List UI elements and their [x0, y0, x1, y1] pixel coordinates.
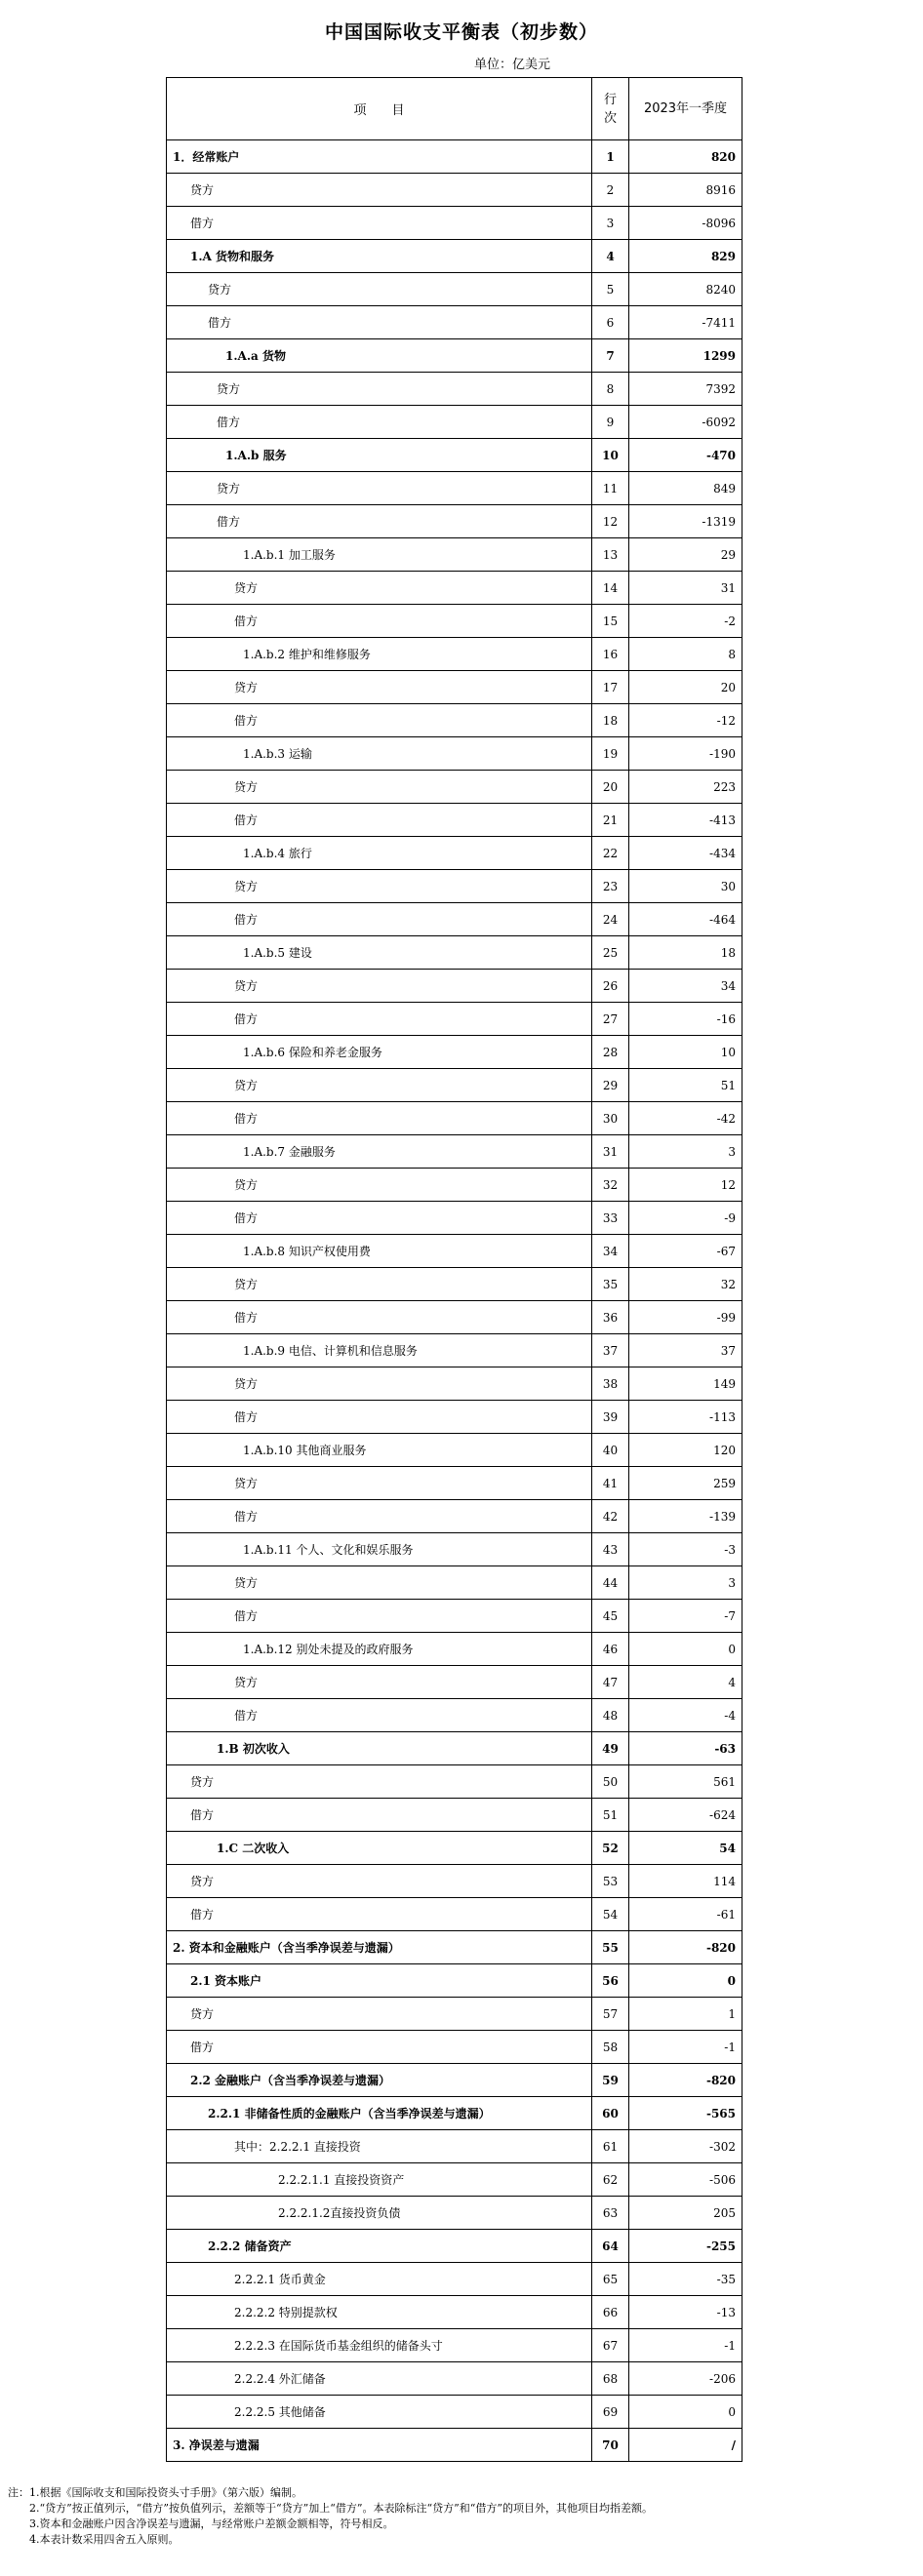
table-row [167, 1202, 742, 1235]
table-row [167, 1898, 742, 1931]
row-label: 贷方 [167, 771, 592, 804]
row-value: 8240 [629, 273, 742, 306]
row-number: 49 [592, 1732, 629, 1765]
row-value: -63 [629, 1732, 742, 1765]
balance-of-payments-table [166, 77, 742, 2462]
row-number: 47 [592, 1666, 629, 1699]
row-value: / [629, 2429, 742, 2462]
table-row [167, 439, 742, 472]
row-label: 借方 [167, 306, 592, 339]
row-value: 37 [629, 1334, 742, 1367]
table-row [167, 970, 742, 1003]
row-number: 7 [592, 339, 629, 373]
row-number: 57 [592, 1998, 629, 2031]
row-value: -1 [629, 2031, 742, 2064]
row-label: 借方 [167, 505, 592, 538]
row-number: 35 [592, 1268, 629, 1301]
row-number: 31 [592, 1135, 629, 1169]
row-label: 贷方 [167, 174, 592, 207]
footnote-line: 4.本表计数采用四舍五入原则。 [8, 2533, 180, 2546]
row-label: 1.A.b.2 维护和维修服务 [167, 638, 592, 671]
row-value: -190 [629, 737, 742, 771]
row-value: 0 [629, 1964, 742, 1998]
row-value: 3 [629, 1566, 742, 1600]
row-value: 30 [629, 870, 742, 903]
row-value: 0 [629, 1633, 742, 1666]
row-value: 1299 [629, 339, 742, 373]
row-value: 259 [629, 1467, 742, 1500]
row-label: 贷方 [167, 1765, 592, 1799]
row-label: 借方 [167, 1600, 592, 1633]
row-number: 43 [592, 1533, 629, 1566]
row-label: 贷方 [167, 1998, 592, 2031]
table-row [167, 1566, 742, 1600]
row-number: 56 [592, 1964, 629, 1998]
table-row [167, 207, 742, 240]
row-number: 67 [592, 2329, 629, 2362]
row-value: 149 [629, 1367, 742, 1401]
table-row [167, 306, 742, 339]
table-row [167, 2197, 742, 2230]
row-label: 1.A.b.1 加工服务 [167, 538, 592, 572]
row-value: -42 [629, 1102, 742, 1135]
table-row [167, 1799, 742, 1832]
row-number: 1 [592, 140, 629, 174]
footnotes [8, 2485, 653, 2548]
row-label: 借方 [167, 1102, 592, 1135]
row-number: 39 [592, 1401, 629, 1434]
table-row [167, 1964, 742, 1998]
row-number: 17 [592, 671, 629, 704]
row-number: 61 [592, 2130, 629, 2163]
row-label: 1.A.b.7 金融服务 [167, 1135, 592, 1169]
row-number: 9 [592, 406, 629, 439]
row-label: 借方 [167, 1699, 592, 1732]
row-value: 32 [629, 1268, 742, 1301]
row-value: -470 [629, 439, 742, 472]
row-number: 64 [592, 2230, 629, 2263]
row-number: 45 [592, 1600, 629, 1633]
row-number: 5 [592, 273, 629, 306]
row-number: 62 [592, 2163, 629, 2197]
row-value: -624 [629, 1799, 742, 1832]
table-row [167, 2163, 742, 2197]
row-label: 1.A.b.11 个人、文化和娱乐服务 [167, 1533, 592, 1566]
table-row [167, 2031, 742, 2064]
row-value: -2 [629, 605, 742, 638]
row-label: 贷方 [167, 373, 592, 406]
row-value: -255 [629, 2230, 742, 2263]
row-label: 贷方 [167, 1268, 592, 1301]
table-row [167, 1732, 742, 1765]
row-number: 40 [592, 1434, 629, 1467]
row-value: -7411 [629, 306, 742, 339]
row-number: 21 [592, 804, 629, 837]
row-label: 借方 [167, 1301, 592, 1334]
table-row [167, 1633, 742, 1666]
table-row [167, 936, 742, 970]
row-label: 1.A.b 服务 [167, 439, 592, 472]
row-label: 1.A.b.8 知识产权使用费 [167, 1235, 592, 1268]
table-row [167, 174, 742, 207]
row-label: 2.2.2.2 特别提款权 [167, 2296, 592, 2329]
table-row [167, 903, 742, 936]
table-row [167, 1500, 742, 1533]
row-value: 8916 [629, 174, 742, 207]
row-number: 34 [592, 1235, 629, 1268]
row-value: -8096 [629, 207, 742, 240]
row-value: -7 [629, 1600, 742, 1633]
table-row [167, 1301, 742, 1334]
row-label: 2.2.2.4 外汇储备 [167, 2362, 592, 2396]
row-number: 24 [592, 903, 629, 936]
row-value: -3 [629, 1533, 742, 1566]
table-row [167, 1434, 742, 1467]
table-row [167, 1235, 742, 1268]
table-row [167, 1367, 742, 1401]
row-value: 205 [629, 2197, 742, 2230]
row-value: 223 [629, 771, 742, 804]
row-value: 561 [629, 1765, 742, 1799]
header-row-no-line1: 行 [603, 92, 617, 107]
row-label: 2. 资本和金融账户（含当季净误差与遗漏） [167, 1931, 592, 1964]
row-value: -9 [629, 1202, 742, 1235]
row-label: 借方 [167, 1401, 592, 1434]
row-label: 借方 [167, 406, 592, 439]
table-row [167, 1467, 742, 1500]
footnote-line: 2.“贷方”按正值列示，“借方”按负值列示，差额等于“贷方”加上“借方”。本表除标注“贷方”和“借方”的项目外，其他项目均指差额。 [8, 2502, 653, 2515]
row-value: 51 [629, 1069, 742, 1102]
row-value: 12 [629, 1169, 742, 1202]
table-row [167, 1666, 742, 1699]
row-label: 2.2.2.1.1 直接投资资产 [167, 2163, 592, 2197]
row-value: -1 [629, 2329, 742, 2362]
footnote-line: 3.资本和金融账户因含净误差与遗漏，与经常账户差额金额相等，符号相反。 [8, 2517, 394, 2530]
row-label: 借方 [167, 903, 592, 936]
row-value: -16 [629, 1003, 742, 1036]
row-value: 3 [629, 1135, 742, 1169]
header-period: 2023年一季度 [629, 78, 742, 140]
row-number: 18 [592, 704, 629, 737]
header-item: 项目 [167, 78, 592, 140]
table-row [167, 2362, 742, 2396]
row-value: 7392 [629, 373, 742, 406]
row-number: 28 [592, 1036, 629, 1069]
row-number: 12 [592, 505, 629, 538]
row-label: 借方 [167, 1003, 592, 1036]
table-row [167, 605, 742, 638]
row-number: 13 [592, 538, 629, 572]
row-value: 10 [629, 1036, 742, 1069]
row-value: -6092 [629, 406, 742, 439]
table-row [167, 2329, 742, 2362]
row-label: 贷方 [167, 1865, 592, 1898]
row-number: 48 [592, 1699, 629, 1732]
row-number: 27 [592, 1003, 629, 1036]
table-row [167, 1102, 742, 1135]
row-number: 44 [592, 1566, 629, 1600]
page-title: 中国国际收支平衡表（初步数） [324, 21, 598, 43]
row-label: 借方 [167, 1202, 592, 1235]
table-row [167, 2130, 742, 2163]
row-value: -820 [629, 2064, 742, 2097]
row-value: -1319 [629, 505, 742, 538]
table-row [167, 2064, 742, 2097]
table-row [167, 2429, 742, 2462]
row-number: 52 [592, 1832, 629, 1865]
row-label: 2.2 金融账户（含当季净误差与遗漏） [167, 2064, 592, 2097]
table-row [167, 1268, 742, 1301]
row-label: 2.2.2 储备资产 [167, 2230, 592, 2263]
table-row [167, 2097, 742, 2130]
row-value: -99 [629, 1301, 742, 1334]
table-row [167, 339, 742, 373]
row-number: 3 [592, 207, 629, 240]
row-number: 70 [592, 2429, 629, 2462]
row-value: -820 [629, 1931, 742, 1964]
table-row [167, 704, 742, 737]
table-row [167, 1036, 742, 1069]
row-label: 借方 [167, 1799, 592, 1832]
table-row [167, 2396, 742, 2429]
table-row [167, 1865, 742, 1898]
table-row [167, 638, 742, 671]
row-label: 贷方 [167, 1367, 592, 1401]
table-row [167, 1135, 742, 1169]
row-number: 15 [592, 605, 629, 638]
table-row [167, 2230, 742, 2263]
row-value: 34 [629, 970, 742, 1003]
row-value: -464 [629, 903, 742, 936]
table-row [167, 240, 742, 273]
row-number: 58 [592, 2031, 629, 2064]
row-number: 51 [592, 1799, 629, 1832]
row-number: 54 [592, 1898, 629, 1931]
row-value: 120 [629, 1434, 742, 1467]
row-value: -113 [629, 1401, 742, 1434]
table-row [167, 538, 742, 572]
row-label: 贷方 [167, 472, 592, 505]
row-label: 1.A.b.12 别处未提及的政府服务 [167, 1633, 592, 1666]
row-number: 46 [592, 1633, 629, 1666]
row-value: -206 [629, 2362, 742, 2396]
row-label: 借方 [167, 2031, 592, 2064]
row-value: -13 [629, 2296, 742, 2329]
table-row [167, 1832, 742, 1865]
row-label: 借方 [167, 704, 592, 737]
table-row [167, 406, 742, 439]
header-row-no [592, 78, 629, 140]
row-number: 4 [592, 240, 629, 273]
row-value: 8 [629, 638, 742, 671]
row-label: 1.A.b.6 保险和养老金服务 [167, 1036, 592, 1069]
row-number: 14 [592, 572, 629, 605]
row-value: 0 [629, 2396, 742, 2429]
row-label: 借方 [167, 605, 592, 638]
row-value: -35 [629, 2263, 742, 2296]
table-row [167, 1765, 742, 1799]
row-value: -302 [629, 2130, 742, 2163]
row-number: 2 [592, 174, 629, 207]
row-number: 37 [592, 1334, 629, 1367]
row-value: -67 [629, 1235, 742, 1268]
row-number: 36 [592, 1301, 629, 1334]
row-value: 849 [629, 472, 742, 505]
row-value: -413 [629, 804, 742, 837]
row-label: 1.A.b.4 旅行 [167, 837, 592, 870]
row-number: 65 [592, 2263, 629, 2296]
row-label: 贷方 [167, 1566, 592, 1600]
row-number: 33 [592, 1202, 629, 1235]
row-label: 贷方 [167, 572, 592, 605]
row-number: 66 [592, 2296, 629, 2329]
row-label: 1.B 初次收入 [167, 1732, 592, 1765]
row-label: 借方 [167, 1898, 592, 1931]
table-row [167, 671, 742, 704]
table-row [167, 1401, 742, 1434]
table-row [167, 1069, 742, 1102]
row-number: 60 [592, 2097, 629, 2130]
row-number: 29 [592, 1069, 629, 1102]
row-value: -434 [629, 837, 742, 870]
row-number: 30 [592, 1102, 629, 1135]
row-label: 借方 [167, 207, 592, 240]
row-label: 1．经常账户 [167, 140, 592, 174]
table-row [167, 273, 742, 306]
table-row [167, 1169, 742, 1202]
row-label: 借方 [167, 1500, 592, 1533]
table-header-row [167, 78, 742, 140]
table-row [167, 1931, 742, 1964]
row-label: 贷方 [167, 1069, 592, 1102]
row-number: 41 [592, 1467, 629, 1500]
row-value: 820 [629, 140, 742, 174]
row-label: 2.2.1 非储备性质的金融账户（含当季净误差与遗漏） [167, 2097, 592, 2130]
row-number: 20 [592, 771, 629, 804]
row-label: 1.A 货物和服务 [167, 240, 592, 273]
row-value: -506 [629, 2163, 742, 2197]
table-row [167, 1600, 742, 1633]
row-label: 1.A.b.5 建设 [167, 936, 592, 970]
table-row [167, 1699, 742, 1732]
row-number: 50 [592, 1765, 629, 1799]
row-number: 69 [592, 2396, 629, 2429]
row-label: 1.C 二次收入 [167, 1832, 592, 1865]
row-number: 55 [592, 1931, 629, 1964]
row-label: 3. 净误差与遗漏 [167, 2429, 592, 2462]
row-label: 2.1 资本账户 [167, 1964, 592, 1998]
row-number: 6 [592, 306, 629, 339]
row-number: 32 [592, 1169, 629, 1202]
row-number: 23 [592, 870, 629, 903]
row-number: 42 [592, 1500, 629, 1533]
row-label: 2.2.2.1.2直接投资负债 [167, 2197, 592, 2230]
row-label: 贷方 [167, 273, 592, 306]
row-label: 1.A.b.3 运输 [167, 737, 592, 771]
row-number: 8 [592, 373, 629, 406]
table-row [167, 373, 742, 406]
table-row [167, 505, 742, 538]
row-number: 10 [592, 439, 629, 472]
row-label: 贷方 [167, 1666, 592, 1699]
row-number: 25 [592, 936, 629, 970]
row-label: 1.A.a 货物 [167, 339, 592, 373]
row-number: 38 [592, 1367, 629, 1401]
row-label: 2.2.2.3 在国际货币基金组织的储备头寸 [167, 2329, 592, 2362]
row-value: -139 [629, 1500, 742, 1533]
row-number: 53 [592, 1865, 629, 1898]
footnote-line: 注：1.根据《国际收支和国际投资头寸手册》（第六版）编制。 [8, 2486, 302, 2499]
row-label: 1.A.b.10 其他商业服务 [167, 1434, 592, 1467]
row-value: -61 [629, 1898, 742, 1931]
table-row [167, 1003, 742, 1036]
table-row [167, 2263, 742, 2296]
row-label: 贷方 [167, 1169, 592, 1202]
row-label: 1.A.b.9 电信、计算机和信息服务 [167, 1334, 592, 1367]
row-value: 29 [629, 538, 742, 572]
table-row [167, 804, 742, 837]
row-value: 829 [629, 240, 742, 273]
row-number: 22 [592, 837, 629, 870]
table-row [167, 771, 742, 804]
table-row [167, 1533, 742, 1566]
row-value: -565 [629, 2097, 742, 2130]
row-value: 20 [629, 671, 742, 704]
row-value: -12 [629, 704, 742, 737]
row-value: 54 [629, 1832, 742, 1865]
row-label: 贷方 [167, 970, 592, 1003]
table-row [167, 1998, 742, 2031]
row-label: 贷方 [167, 1467, 592, 1500]
row-label: 2.2.2.1 货币黄金 [167, 2263, 592, 2296]
row-value: 18 [629, 936, 742, 970]
row-number: 19 [592, 737, 629, 771]
row-label: 其中：2.2.2.1 直接投资 [167, 2130, 592, 2163]
table-row [167, 737, 742, 771]
table-row [167, 870, 742, 903]
row-value: 114 [629, 1865, 742, 1898]
row-value: 1 [629, 1998, 742, 2031]
table-row [167, 1334, 742, 1367]
table-row [167, 572, 742, 605]
row-number: 68 [592, 2362, 629, 2396]
row-number: 16 [592, 638, 629, 671]
header-row-no-line2: 次 [603, 110, 617, 126]
row-number: 11 [592, 472, 629, 505]
row-number: 26 [592, 970, 629, 1003]
row-label: 贷方 [167, 870, 592, 903]
table-row [167, 140, 742, 174]
row-label: 借方 [167, 804, 592, 837]
row-value: 31 [629, 572, 742, 605]
row-value: -4 [629, 1699, 742, 1732]
table-row [167, 2296, 742, 2329]
table-row [167, 472, 742, 505]
row-number: 59 [592, 2064, 629, 2097]
row-label: 2.2.2.5 其他储备 [167, 2396, 592, 2429]
row-number: 63 [592, 2197, 629, 2230]
row-value: 4 [629, 1666, 742, 1699]
row-label: 贷方 [167, 671, 592, 704]
table-row [167, 837, 742, 870]
unit-label: 单位：亿美元 [474, 58, 551, 72]
